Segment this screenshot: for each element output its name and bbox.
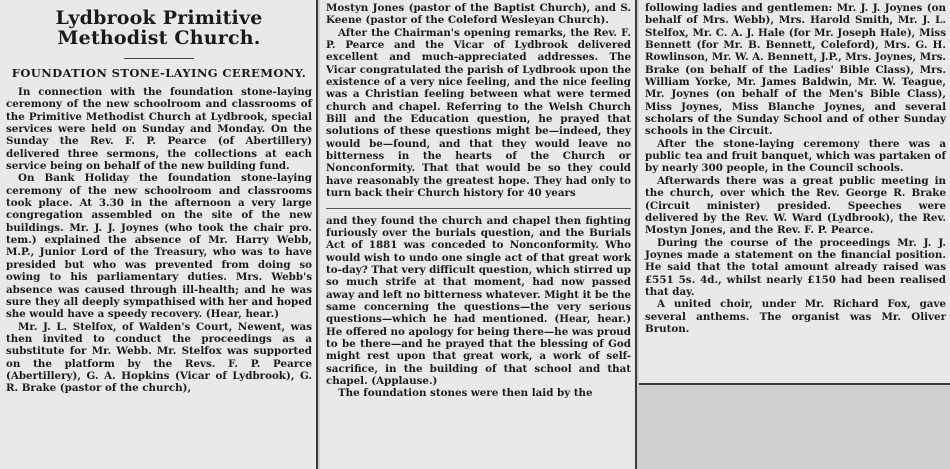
article-subhead: FOUNDATION STONE-LAYING CEREMONY.: [11, 66, 307, 80]
paragraph: On Bank Holiday the foundation stone-laying ceremony of the new schoolroom and classrooms took place. At 3.30 in the afternoon a very large congregation assembled on the site of the new buildings. Mr. J. J. Joynes (who took the chair pro. tem.) explained the absence of Mr. Harry Webb, M.P., Junior Lord of the Treasury, who was to have presided but who was prevented from doing so owing to his parliamentary duties. Mrs. Webb's absence was caused through ill-health; and he was sure they all deeply sympathised with her and hoped she would have a speedy recovery. (Hear, hear.): [6, 172, 312, 321]
headline-rule: [124, 58, 194, 59]
paragraph: A united choir, under Mr. Richard Fox, gave several anthems. The organist was Mr. Oliver Bruton.: [645, 298, 946, 335]
paragraph: After the stone-laying ceremony there was a public tea and fruit banquet, which was partaken of by nearly 300 people, in the Council schools.: [645, 137, 946, 175]
column-1: [0, 0, 318, 469]
paragraph: Mostyn Jones (pastor of the Baptist Church), and S. Keene (pastor of the Coleford Wesleyan Church).: [326, 2, 631, 27]
paragraph: Mr. J. L. Stelfox, of Walden's Court, Newent, was then invited to conduct the proceedings as a substitute for Mr. Webb. Mr. Stelfox was supported on the platform by the Revs. F. P. Pearce (Abertillery), G. A. Hopkins (Vicar of Lydbrook), G. R. Brake (pastor of the church),: [6, 320, 312, 395]
column-2: [320, 0, 637, 469]
paragraph: In connection with the foundation stone-laying ceremony of the new schoolroom and classrooms of the Primitive Methodist Church at Lydbrook, special services were held on Sunday and Monday. On the Sunday the Rev. F. P. Pearce (of Abertillery) delivered three sermons, the collections at each service being on behalf of the new building fund.: [6, 86, 312, 173]
paragraph: Afterwards there was a great public meeting in the church, over which the Rev. George R. Brake (Circuit minister) presided. Speeches were delivered by the Rev. W. Ward (Lydbrook), the Rev. Mostyn Jones, and the Rev. F. P. Pearce.: [645, 174, 946, 237]
column-3: [639, 0, 950, 385]
paragraph: During the course of the proceedings Mr. J. J. Joynes made a statement on the financial position. He said that the total amount already raised was £551 5s. 4d., whilst nearly £150 had been realised that day.: [645, 236, 946, 298]
paragraph: and they found the church and chapel then fighting furiously over the burials question, and the Burials Act of 1881 was conceded to Nonconformity. Who would wish to undo one single act of that great work to-day? That very difficult question, which stirred up so much strife at that moment, had now passed away and left no bitterness whatever. Might it be the same concerning the questions—the very serious questions—which he had mentioned. (Hear, hear.) He offered no apology for being there—he was proud to be there—and he prayed that the blessing of God might rest upon that great work, a work of self-sacrifice, in the building of that school and that chapel. (Applause.): [326, 214, 631, 387]
paragraph: following ladies and gentlemen: Mr. J. J. Joynes (on behalf of Mrs. Webb), Mrs. Harold Smith, Mr. J. L. Stelfox, Mr. C. A. J. Hale (for Mr. Joseph Hale), Miss Bennett (for Mr. B. Bennett, Coleford), Mrs. G. H. Rowlinson, Mr. W. A. Bennett, J.P., Mrs. Joynes, Mrs. Brake (on behalf of the Ladies' Bible Class), Mrs. William Yorke, Mr. James Baldwin, Mr. W. Teague, Mr. Joynes (on behalf of the Men's Bible Class), Miss Joynes, Miss Blanche Joynes, and several scholars of the Sunday School and of other Sunday schools in the Circuit.: [645, 2, 946, 138]
paragraph: The foundation stones were then laid by the: [338, 387, 593, 400]
paragraph: After the Chairman's opening remarks, the Rev. F. P. Pearce and the Vicar of Lydbrook delivered excellent and much-appreciated addresses. The Vicar congratulated the parish of Lydbrook upon the existence of a very nice feeling, and the nice feeling was a Christian feeling between what were termed church and chapel. Referring to the Welsh Church Bill and the Education question, he prayed that solutions of these questions might be—indeed, they would be—found, and that they would leave no bitterness in the hearts of the Church or Nonconformity. That that would be so they could have reasonably the greatest hope. They had only to turn back their Church history for 40 years: [326, 26, 631, 200]
article-headline: Lydbrook Primitive Methodist Church.: [55, 7, 263, 49]
column-break-rule: [326, 208, 631, 209]
